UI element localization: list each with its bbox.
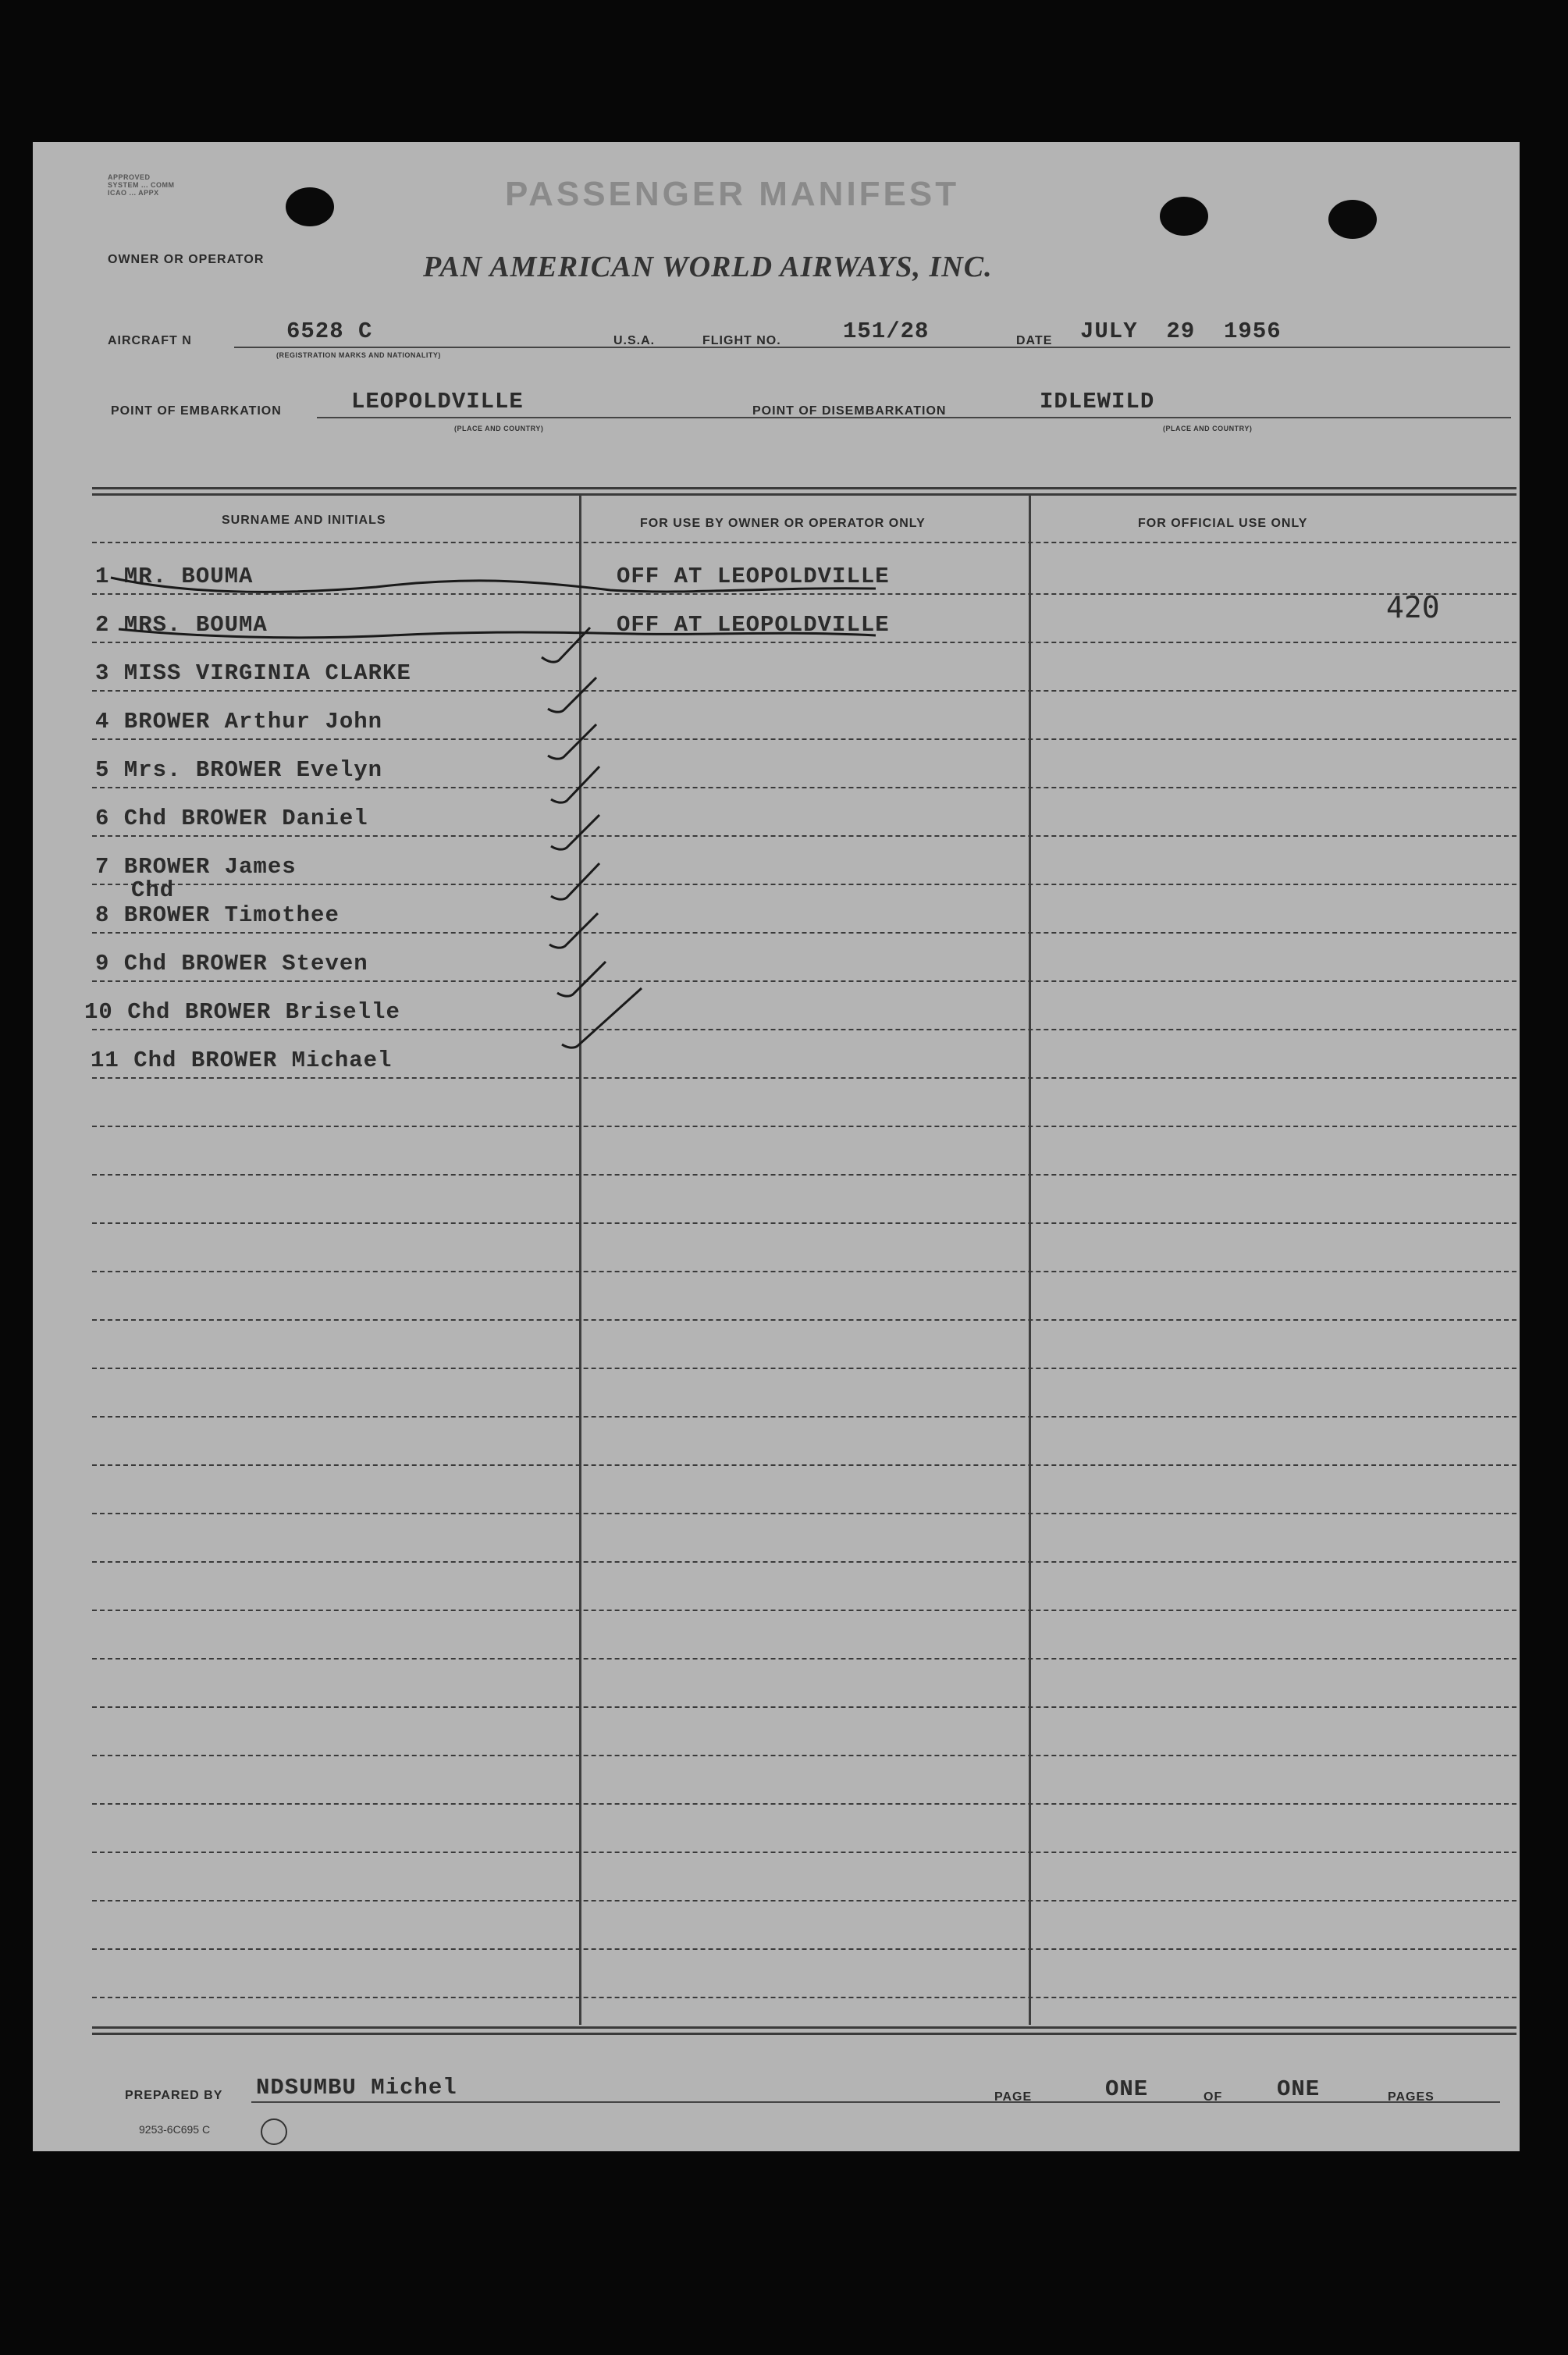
ruled-line [92, 1706, 1516, 1708]
ruled-line [92, 1271, 1516, 1272]
approval-stamp [108, 173, 175, 197]
ruled-line [92, 1029, 1516, 1030]
ruled-line [92, 642, 1516, 643]
table-bottom-rule [92, 2026, 1516, 2029]
page-label: PAGE [994, 2090, 1033, 2104]
aircraft-label: AIRCRAFT N [108, 334, 192, 347]
ruled-line [92, 1513, 1516, 1514]
ruled-line [92, 1803, 1516, 1805]
ruled-line [92, 1416, 1516, 1418]
check-marks [532, 610, 688, 1204]
ruled-line [92, 1561, 1516, 1563]
usa-label: U.S.A. [613, 334, 656, 347]
embark-label: POINT OF EMBARKATION [111, 404, 282, 418]
embark-value: LEOPOLDVILLE [351, 389, 524, 414]
ruled-line [92, 980, 1516, 982]
date-value: JULY 29 1956 [1080, 318, 1282, 344]
flight-value: 151/28 [843, 318, 930, 344]
ruled-line [92, 1077, 1516, 1079]
passenger-name: 5 Mrs. BROWER Evelyn [95, 757, 383, 783]
disembark-value: IDLEWILD [1040, 389, 1155, 414]
passenger-name: 2 MRS. BOUMA [95, 612, 268, 638]
official-number: 420 [1386, 590, 1440, 624]
ruled-line [92, 884, 1516, 885]
date-label: DATE [1016, 334, 1053, 347]
passenger-name: 9 Chd BROWER Steven [95, 951, 368, 977]
ruled-line [92, 1126, 1516, 1127]
table-top-rule [92, 493, 1516, 496]
stamp-line: SYSTEM ... COMM [108, 181, 175, 189]
of-value: ONE [1277, 2076, 1321, 2102]
ruled-line [92, 1997, 1516, 1998]
disembark-sublabel: (PLACE AND COUNTRY) [1163, 425, 1253, 432]
form-number: 9253-6C695 C [139, 2123, 211, 2136]
ruled-line [92, 1900, 1516, 1901]
prepared-label: PREPARED BY [125, 2089, 223, 2102]
ruled-line [92, 787, 1516, 788]
passenger-name: 3 MISS VIRGINIA CLARKE [95, 660, 411, 686]
ruled-line [92, 1464, 1516, 1466]
flight-label: FLIGHT NO. [702, 334, 781, 347]
ruled-line [92, 1610, 1516, 1611]
owner-label: OWNER OR OPERATOR [108, 253, 265, 266]
operator-note: OFF AT LEOPOLDVILLE [617, 612, 890, 638]
header-rule [92, 542, 1516, 543]
pages-label: PAGES [1388, 2090, 1435, 2104]
embark-sublabel: (PLACE AND COUNTRY) [454, 425, 544, 432]
punch-hole-right-1 [1160, 197, 1208, 236]
passenger-name: 11 Chd BROWER Michael [91, 1048, 393, 1073]
prepared-value: NDSUMBU Michel [256, 2075, 457, 2101]
passenger-name: 4 BROWER Arthur John [95, 709, 383, 735]
ruled-line [92, 1174, 1516, 1176]
ruled-line [92, 1368, 1516, 1369]
column-header-official: FOR OFFICIAL USE ONLY [1138, 517, 1308, 530]
ruled-line [92, 1948, 1516, 1950]
ruled-line [92, 835, 1516, 837]
disembark-label: POINT OF DISEMBARKATION [752, 404, 947, 418]
aircraft-value: 6528 C [286, 318, 373, 344]
stamp-line: APPROVED [108, 173, 151, 181]
passenger-name: 8 BROWER Timothee [95, 902, 340, 928]
embark-underline [317, 417, 1511, 418]
passenger-name: 10 Chd BROWER Briselle [84, 999, 400, 1025]
aircraft-sublabel: (REGISTRATION MARKS AND NATIONALITY) [276, 351, 441, 359]
ruled-line [92, 1222, 1516, 1224]
punch-hole-right-2 [1328, 200, 1377, 239]
column-divider [1029, 495, 1031, 2025]
operator-note: OFF AT LEOPOLDVILLE [617, 564, 890, 589]
union-bug-icon [261, 2118, 287, 2145]
ruled-line [92, 690, 1516, 692]
of-label: OF [1204, 2090, 1223, 2104]
punch-hole-left [286, 187, 334, 226]
ruled-line [92, 1658, 1516, 1660]
column-header-operator: FOR USE BY OWNER OR OPERATOR ONLY [640, 517, 926, 530]
ruled-line [92, 738, 1516, 740]
ruled-line [92, 1755, 1516, 1756]
page-title: PASSENGER MANIFEST [505, 175, 960, 213]
column-header-name: SURNAME AND INITIALS [222, 514, 386, 527]
passenger-name: 6 Chd BROWER Daniel [95, 806, 368, 831]
passenger-name: 1 MR. BOUMA [95, 564, 254, 589]
aircraft-underline [234, 347, 1510, 348]
ruled-line [92, 1319, 1516, 1321]
prepared-underline [251, 2101, 1500, 2103]
passenger-prefix: Chd [131, 877, 175, 903]
passenger-name: 7 BROWER James [95, 854, 297, 880]
ruled-line [92, 932, 1516, 934]
page-value: ONE [1105, 2076, 1149, 2102]
manifest-sheet [33, 142, 1520, 2151]
stamp-line: ICAO ... APPX [108, 189, 159, 197]
owner-value: PAN AMERICAN WORLD AIRWAYS, INC. [423, 251, 993, 283]
ruled-line [92, 1852, 1516, 1853]
table-top-rule [92, 487, 1516, 489]
table-bottom-rule [92, 2033, 1516, 2035]
